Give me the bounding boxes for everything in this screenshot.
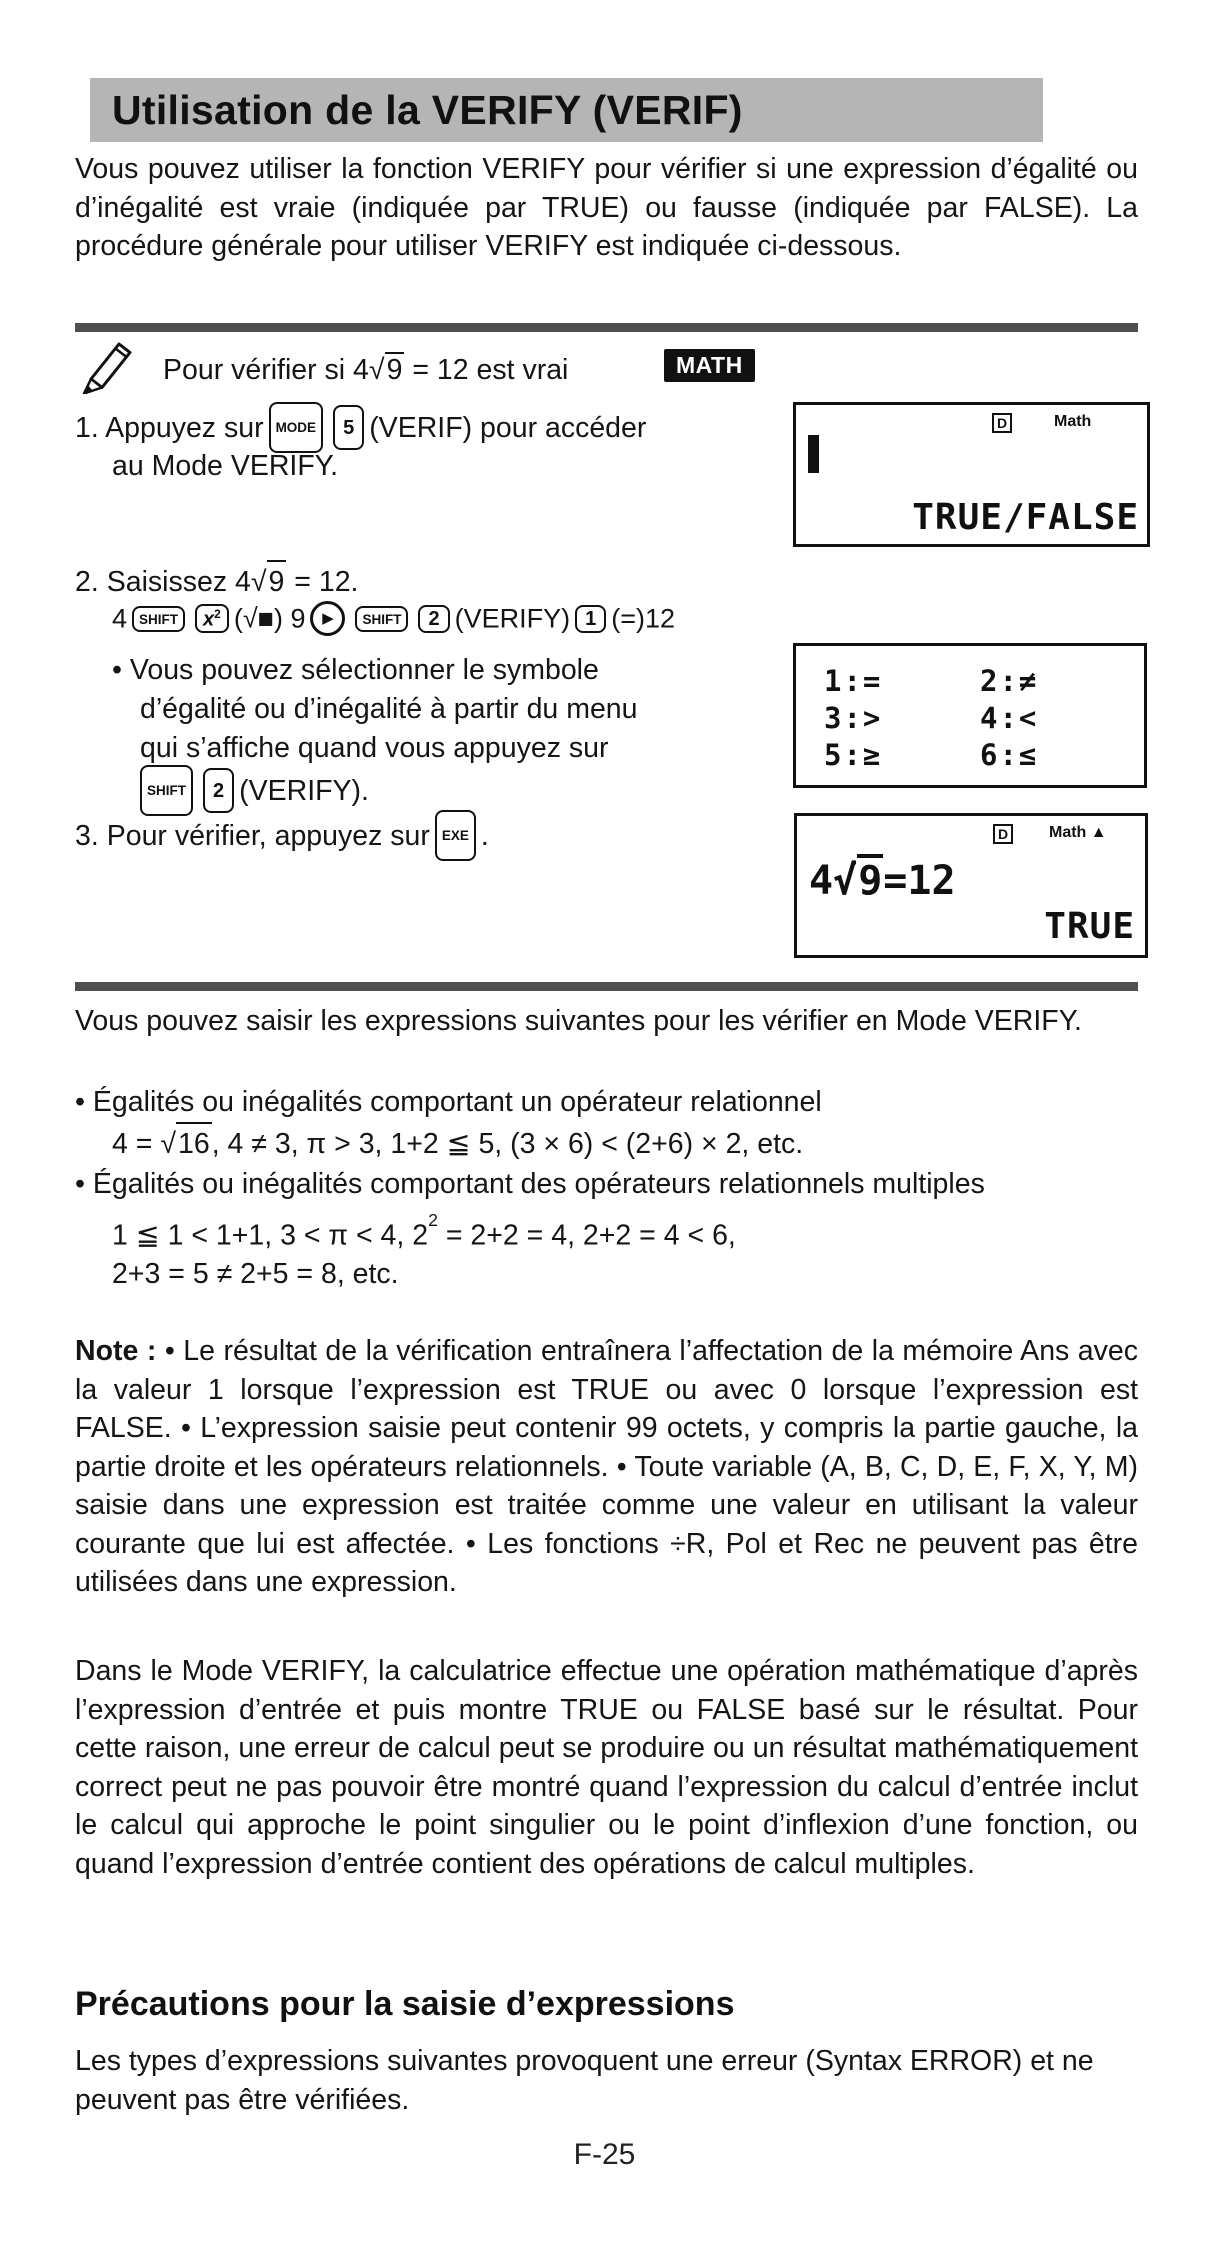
math-indicator: Math: [1054, 413, 1092, 430]
section-title-bar: [90, 78, 1043, 142]
step-3-line: [75, 812, 489, 863]
step-2-bullet-line-1: [112, 650, 599, 690]
shift-key: SHIFT: [132, 606, 185, 632]
entry-bullet-1-formula: [112, 1122, 803, 1164]
section-divider-bottom: [75, 982, 1138, 991]
step-2-bullet-line-3: qui s’affiche quand vous appuyez sur: [140, 732, 609, 764]
math-mode-badge: MATH: [664, 349, 755, 382]
entry-bullet-2-formula-2: 2+3 = 5 ≠ 2+5 = 8, etc.: [112, 1258, 399, 1290]
menu-item-1: 1:=: [824, 664, 883, 698]
sqrt-expression: [251, 566, 287, 598]
note-paragraph: [75, 1332, 1138, 1602]
note-label: Note :: [75, 1335, 157, 1367]
expr-post: =12: [883, 858, 956, 904]
x-squared-sup: 2: [214, 606, 221, 621]
entry-bullet-2-title: [75, 1164, 1138, 1204]
sqrt-sign: √: [250, 566, 267, 598]
exponent: 2: [428, 1210, 438, 1231]
two-key: 2: [203, 768, 234, 813]
seq-text-4: 4: [112, 603, 128, 634]
entry-bullet-2-formula-1: [112, 1208, 736, 1256]
entry-bullet-1-text: Égalités ou inégalités comportant un opérateur relationnel: [92, 1086, 822, 1118]
bullet-glyph: •: [75, 1086, 85, 1118]
sqrt-sign: √: [160, 1128, 176, 1160]
bullet-glyph: •: [75, 1168, 85, 1200]
formula-pre: 1 ≦ 1 < 1+1, 3 < π < 4, 2: [112, 1219, 429, 1252]
step-2-marker: 2.: [75, 566, 99, 598]
example-text-pre: Pour vérifier si 4: [163, 354, 369, 386]
degree-indicator: D: [992, 413, 1012, 433]
exe-key: EXE: [435, 810, 476, 861]
formula-post: = 2+2 = 4, 2+2 = 4 < 6,: [437, 1219, 736, 1252]
step-2-bullet-line-2: d’égalité ou d’inégalité à partir du menu: [140, 693, 638, 725]
formula-post: , 4 ≠ 3, π > 3, 1+2 ≦ 5, (3 × 6) < (2+6) × 2, etc.: [211, 1128, 804, 1160]
mode-key: MODE: [269, 402, 324, 453]
cursor-right-key: ▶: [310, 601, 345, 636]
calculator-screen-3: [794, 813, 1148, 958]
step-2-title: [75, 560, 358, 602]
sqrt-radicand: 9: [267, 560, 287, 602]
sqrt-radicand: 9: [386, 354, 403, 386]
relational-operator-menu: [824, 664, 1038, 772]
precautions-paragraph: Les types d’expressions suivantes provoquent une erreur (Syntax ERROR) et ne peuvent pas être vérifiées.: [75, 2045, 1094, 2116]
entry-intro-paragraph: Vous pouvez saisir les expressions suivantes pour les vérifier en Mode VERIFY.: [75, 1005, 1082, 1037]
step-1-line-2: au Mode VERIFY.: [112, 450, 339, 482]
step-3-text-pre: Pour vérifier, appuyez sur: [106, 820, 430, 853]
step-2-title-pre: Saisissez 4: [106, 566, 251, 598]
two-key: 2: [418, 605, 449, 633]
one-key: 1: [575, 605, 606, 633]
step-1-text-post: (VERIF) pour accéder: [369, 412, 647, 445]
shift-key: SHIFT: [355, 606, 408, 632]
math-up-indicator: Math ▲: [1049, 824, 1107, 841]
step-3-marker: 3.: [75, 820, 99, 853]
shift-key: SHIFT: [140, 765, 193, 816]
pencil-icon: [80, 336, 140, 394]
sqrt-expression: [369, 354, 405, 386]
x-squared-base: x: [203, 608, 215, 631]
degree-indicator: D: [993, 824, 1013, 844]
entry-bullet-1-title: [75, 1082, 1138, 1122]
menu-item-6: 6:≤: [980, 738, 1039, 772]
seq-sqrt-box: (√■) 9: [233, 603, 306, 634]
formula-pre: 4 =: [112, 1128, 161, 1160]
screen-1-result: TRUE/FALSE: [912, 497, 1139, 538]
menu-item-4: 4:<: [980, 701, 1039, 735]
step-2-bullet-line-4: [140, 767, 369, 818]
step-1-marker: 1.: [75, 412, 99, 445]
calculator-screen-1: [793, 402, 1150, 547]
seq-verify-label: (VERIFY): [454, 603, 571, 634]
step-2-title-post: = 12.: [286, 566, 359, 598]
screen-3-expression: [809, 854, 956, 904]
sqrt-radicand: 16: [176, 1122, 212, 1164]
note-text: • Le résultat de la vérification entraînera l’affectation de la mémoire Ans avec la valeur 1 lorsque l’expression est TRUE ou avec 0 lorsque l’expression est FALSE. • L’expression saisie peut contenir 99 octets, y compris la partie gauche, la partie droite et les opérateurs relationnels. • Toute variable (A, B, C, D, E, F, X, Y, M) saisie dans une expression est traitée comme une valeur en utilisant la valeur courante que lui est affectée. • Les fonctions ÷R, Pol et Rec ne peuvent pas être utilisées dans une expression.: [75, 1335, 1138, 1598]
step-2-bullet-text-1: Vous pouvez sélectionner le symbole: [129, 654, 599, 686]
bullet-glyph: •: [112, 654, 122, 686]
example-text-post: = 12 est vrai: [404, 354, 569, 386]
menu-item-3: 3:>: [824, 701, 883, 735]
sqrt-sign: √: [833, 858, 858, 904]
sqrt-radicand: 9: [857, 854, 883, 904]
x-squared-key: [195, 604, 229, 634]
precautions-heading: Précautions pour la saisie d’expressions: [75, 1985, 735, 2023]
section-divider-top: [75, 323, 1138, 332]
intro-paragraph: Vous pouvez utiliser la fonction VERIFY pour vérifier si une expression d’égalité ou d’inégalité est vraie (indiquée par TRUE) ou fausse (indiquée par FALSE). La procédure générale pour utiliser VERIFY est indiquée ci-dessous.: [75, 153, 1138, 262]
step-3-text-post: .: [480, 820, 489, 853]
calculator-screen-2: [793, 643, 1147, 788]
menu-item-5: 5:≥: [824, 738, 883, 772]
example-statement: [163, 352, 568, 387]
sqrt-expression: [160, 1128, 211, 1160]
expr-pre: 4: [809, 858, 834, 904]
screen-3-result: TRUE: [1044, 906, 1135, 947]
entry-bullet-2-text: Égalités ou inégalités comportant des opérateurs relationnels multiples: [92, 1168, 985, 1200]
verify-mode-paragraph: Dans le Mode VERIFY, la calculatrice effectue une opération mathématique d’après l’expression d’entrée et puis montre TRUE ou FALSE basé sur le résultat. Pour cette raison, une erreur de calcul peut se produire ou un résultat mathématiquement correct peut ne pas pouvoir être montré quand l’expression du calcul d’entrée inclut le calcul qui approche le point singulier ou le point d’inflexion d’une fonction, ou quand l’expression d’entrée contient des opérations de calcul multiples.: [75, 1655, 1138, 1880]
page-number: F-25: [573, 2138, 636, 2171]
step-2-key-sequence: [112, 603, 675, 638]
step-1-text-pre: Appuyez sur: [105, 412, 264, 445]
step-2-bullet-text-4: (VERIFY).: [239, 775, 369, 808]
page-title: Utilisation de la VERIFY (VERIF): [112, 86, 743, 133]
sqrt-sign: √: [368, 354, 385, 386]
seq-equals-12: (=)12: [611, 603, 676, 634]
five-key: 5: [333, 405, 364, 450]
input-cursor: [808, 435, 819, 473]
menu-item-2: 2:≠: [980, 664, 1039, 698]
